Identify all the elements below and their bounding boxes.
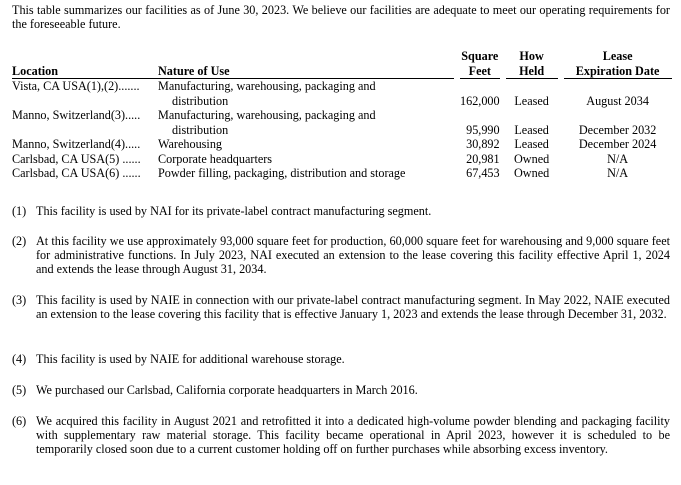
cell-square-feet: 20,981 <box>466 151 500 166</box>
cell-expiration: August 2034 <box>586 93 649 108</box>
cell-location: Manno, Switzerland(3)..... <box>12 108 141 122</box>
header-lease-expiration-line1: Lease <box>602 49 633 63</box>
cell-nature-line1: Manufacturing, warehousing, packaging and <box>158 108 376 122</box>
cell-square-feet: 95,990 <box>466 122 500 137</box>
header-how-held-line1: How <box>519 49 544 63</box>
header-how-held-line2: Held <box>519 63 545 78</box>
cell-how-held: Leased <box>514 137 549 151</box>
header-nature-of-use: Nature of Use <box>158 49 454 79</box>
footnote-number: (6) <box>12 414 27 428</box>
cell-square-feet: 162,000 <box>460 93 500 108</box>
cell-nature: Corporate headquarters <box>158 151 273 166</box>
cell-nature-line2: distribution <box>172 122 229 137</box>
cell-location: Manno, Switzerland(4)..... <box>12 137 141 151</box>
header-square-feet <box>460 49 500 79</box>
cell-expiration: December 2024 <box>578 137 657 151</box>
table-row <box>12 79 672 109</box>
header-how-held <box>506 49 558 79</box>
footnote-text: This facility is used by NAI for its private-label contract manufacturing segment. <box>36 204 432 218</box>
header-lease-expiration-line2: Expiration Date <box>575 63 660 78</box>
table-row <box>12 108 672 137</box>
cell-nature <box>158 79 454 109</box>
footnote-text: We acquired this facility in August 2021 and retrofitted it into a dedicated high-volume powder blending and packaging facility with supplementary raw material storage. This facility became operational in April 2023, however it is scheduled to be temporarily closed soon due to a current customer holding off on further purchases while absorbing excess inventory. <box>36 414 670 456</box>
cell-nature-line1: Manufacturing, warehousing, packaging and <box>158 79 376 93</box>
cell-square-feet: 67,453 <box>466 166 500 180</box>
cell-location: Vista, CA USA(1),(2)....... <box>12 79 140 93</box>
cell-nature <box>158 108 454 137</box>
footnote-text: This facility is used by NAIE in connection with our private-label contract manufacturing segment. In May 2022, NAIE executed an extension to the lease covering this facility that is effective January 1, 2023 and extends the lease through December 31, 2032. <box>36 293 670 321</box>
header-square-feet-line2: Feet <box>468 63 491 78</box>
footnote-number: (3) <box>12 293 27 307</box>
footnote-text: We purchased our Carlsbad, California corporate headquarters in March 2016. <box>36 383 418 397</box>
table-header-row <box>12 49 672 79</box>
cell-expiration: N/A <box>607 166 629 180</box>
header-square-feet-line1: Square <box>461 49 499 63</box>
cell-nature: Powder filling, packaging, distribution and storage <box>158 166 406 180</box>
footnote-number: (5) <box>12 383 27 397</box>
cell-expiration: N/A <box>607 151 629 166</box>
table-row <box>12 152 672 167</box>
cell-square-feet: 30,892 <box>466 137 500 151</box>
cell-location: Carlsbad, CA USA(6) ...... <box>12 166 141 180</box>
footnote-text: At this facility we use approximately 93,000 square feet for production, 60,000 square feet for warehousing and 9,000 square feet for administrative functions. In July 2023, NAI executed an extension to the lease covering this facility effective April 1, 2024 and extends the lease through August 31, 2034. <box>36 234 670 276</box>
header-lease-expiration <box>564 49 672 79</box>
footnote-number: (2) <box>12 234 27 248</box>
footnote-number: (4) <box>12 352 27 366</box>
cell-expiration: December 2032 <box>578 122 657 137</box>
cell-how-held: Owned <box>514 151 550 166</box>
table-row <box>12 166 672 181</box>
cell-location: Carlsbad, CA USA(5) ...... <box>12 151 141 166</box>
cell-how-held: Leased <box>514 93 549 108</box>
header-location: Location <box>12 49 158 79</box>
cell-nature: Warehousing <box>158 137 223 151</box>
cell-nature-line2: distribution <box>172 93 229 108</box>
footnote-text: This facility is used by NAIE for additional warehouse storage. <box>36 352 345 366</box>
footnote-number: (1) <box>12 204 27 218</box>
facilities-table <box>12 49 672 181</box>
cell-how-held: Owned <box>514 166 550 180</box>
table-row <box>12 137 672 152</box>
intro-paragraph: This table summarizes our facilities as of June 30, 2023. We believe our facilities are adequate to meet our operating requirements for the foreseeable future. <box>12 3 670 31</box>
cell-how-held: Leased <box>514 122 549 137</box>
